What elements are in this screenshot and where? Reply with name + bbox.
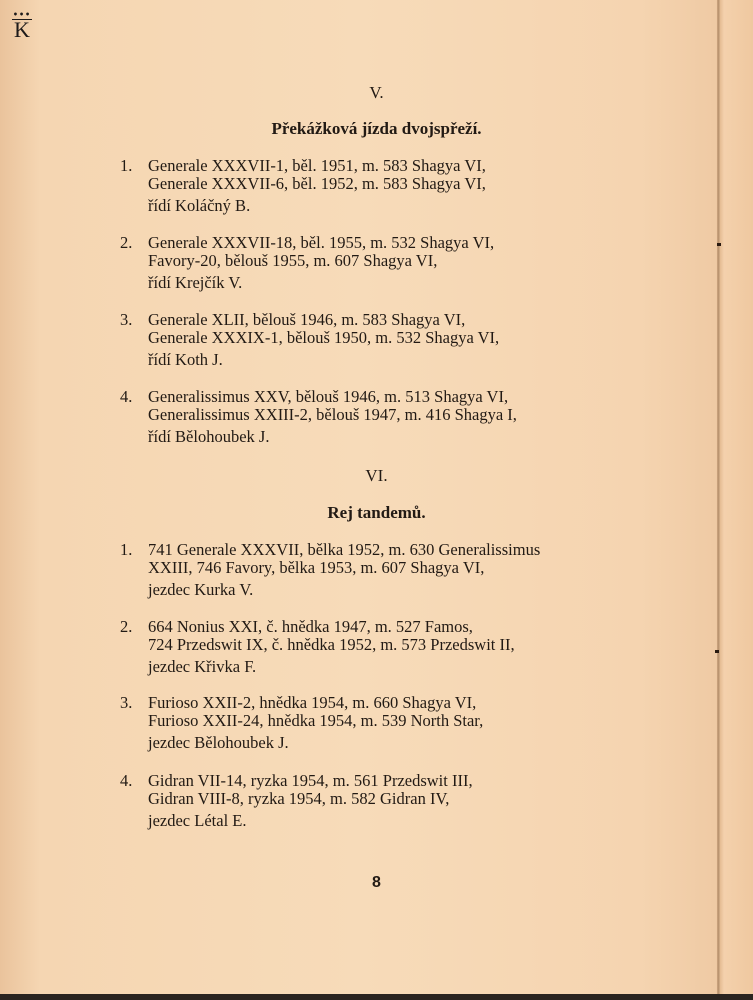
staple-mark	[717, 243, 721, 246]
item-line: 724 Przedswit IX, č. hnědka 1952, m. 573 Przedswit II,	[148, 635, 515, 654]
item-line: 664 Nonius XXI, č. hnědka 1947, m. 527 Famos,	[148, 617, 473, 636]
item-line: XXIII, 746 Favory, bělka 1953, m. 607 Shagya VI,	[148, 558, 485, 577]
item-line: Furioso XXII-2, hnědka 1954, m. 660 Shagya VI,	[148, 693, 477, 712]
publisher-logo	[10, 10, 34, 40]
item-rider: jezdec Bělohoubek J.	[148, 733, 289, 752]
item-number: 4.	[120, 387, 133, 406]
item-rider: jezdec Křivka F.	[148, 657, 257, 676]
item-rider: jezdec Létal E.	[148, 811, 247, 830]
item-driver: řídí Krejčík V.	[148, 273, 243, 292]
logo-crown-dots: •••	[12, 9, 32, 19]
item-number: 3.	[120, 310, 133, 329]
item-line: Generale XLII, bělouš 1946, m. 583 Shagya VI,	[148, 310, 466, 329]
item-driver: řídí Koth J.	[148, 350, 223, 369]
item-number: 1.	[120, 540, 133, 559]
item-driver: řídí Koláčný B.	[148, 196, 251, 215]
logo-letter: K	[14, 17, 30, 42]
item-line: Generalissimus XXIII-2, bělouš 1947, m. 416 Shagya I,	[148, 405, 517, 424]
item-line: Furioso XXII-24, hnědka 1954, m. 539 North Star,	[148, 711, 484, 730]
item-line: 741 Generale XXXVII, bělka 1952, m. 630 Generalissimus	[148, 540, 541, 559]
page-number: 8	[372, 874, 381, 891]
section-title: Překážková jízda dvojspřeží.	[271, 119, 482, 138]
item-number: 1.	[120, 156, 133, 175]
section-number: V.	[369, 83, 384, 102]
page-fold	[717, 0, 720, 994]
item-line: Generale XXXIX-1, bělouš 1950, m. 532 Shagya VI,	[148, 328, 500, 347]
item-line: Gidran VII-14, ryzka 1954, m. 561 Przedswit III,	[148, 771, 473, 790]
item-line: Generale XXXVII-18, běl. 1955, m. 532 Shagya VI,	[148, 233, 495, 252]
item-number: 3.	[120, 693, 133, 712]
item-line: Generale XXXVII-1, běl. 1951, m. 583 Shagya VI,	[148, 156, 486, 175]
page-bottom-edge	[0, 994, 753, 1000]
section-number: VI.	[365, 466, 388, 485]
staple-mark	[715, 650, 719, 653]
item-line: Generalissimus XXV, bělouš 1946, m. 513 Shagya VI,	[148, 387, 509, 406]
item-number: 2.	[120, 233, 133, 252]
item-number: 2.	[120, 617, 133, 636]
item-line: Gidran VIII-8, ryzka 1954, m. 582 Gidran IV,	[148, 789, 450, 808]
item-rider: jezdec Kurka V.	[148, 580, 254, 599]
item-driver: řídí Bělohoubek J.	[148, 427, 270, 446]
section-title: Rej tandemů.	[327, 503, 426, 522]
item-line: Favory-20, bělouš 1955, m. 607 Shagya VI,	[148, 251, 438, 270]
item-line: Generale XXXVII-6, běl. 1952, m. 583 Shagya VI,	[148, 174, 486, 193]
item-number: 4.	[120, 771, 133, 790]
